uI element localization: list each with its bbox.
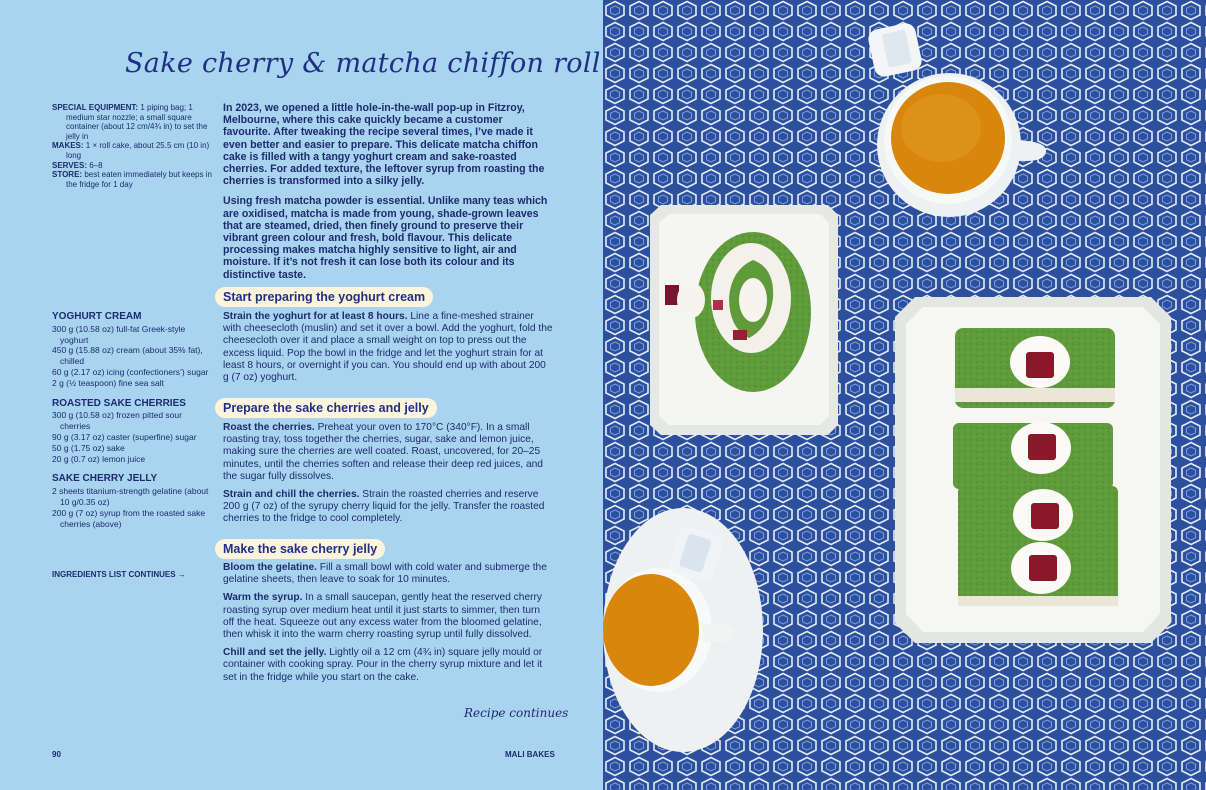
intro-paragraph: In 2023, we opened a little hole-in-the-wall pop-up in Fitzroy, Melbourne, where this cake quickly became a customer favourite. After tweaking the recipe several times, I’ve made it even better and easier to prepare. This delicate matcha chiffon cake is filled with a tangy yoghurt cream and sake-roasted cherries. For added texture, the leftover syrup from roasting the cherries is transformed into a silky jelly. xyxy=(223,102,545,188)
method-step: Warm the syrup. In a small saucepan, gently heat the reserved cherry roasting syrup over medium heat until it just starts to simmer, then turn off the heat. Squeeze out any excess water from the bloomed gelatine, then whisk it into the warm cherry roasting syrup until fully dissolved. xyxy=(223,592,542,641)
recipe-title: Sake cherry & matcha chiffon roll xyxy=(125,48,601,79)
ingredient-group xyxy=(52,474,212,529)
ingredient-item: 450 g (15.88 oz) cream (about 35% fat), chilled xyxy=(52,345,203,367)
intro-paragraph: Using fresh matcha powder is essential. Unlike many teas which are oxidised, matcha is made from young, shade-grown leaves that are steamed, dried, then finely ground to preserve their vibrant green colour and fresh, bold flavour. This delicate processing makes matcha highly sensitive to light, air and moisture. If it’s not fresh it can lose both its colour and its distinctive taste. xyxy=(223,195,548,281)
tea-cup-saucer-icon xyxy=(603,508,763,752)
recipe-meta xyxy=(52,103,212,189)
section-heading: Make the sake cherry jelly xyxy=(215,539,385,559)
method-step: Chill and set the jelly. Lightly oil a 12 cm (4¾ in) square jelly mould or container with cooking spray. Pour in the cherry syrup mixture and let it set in the fridge while you start on the cake. xyxy=(223,647,543,683)
ingredient-item: 90 g (3.17 oz) caster (superfine) sugar xyxy=(52,431,197,442)
ingredient-item: 200 g (7 oz) syrup from the roasted sake cherries (above) xyxy=(52,507,206,529)
meta-serves: SERVES: 6–8 xyxy=(52,160,103,170)
recipe-continues: Recipe continues xyxy=(464,706,569,720)
food-photo-image xyxy=(603,0,1206,790)
method-section xyxy=(223,311,553,390)
ingredient-heading: YOGHURT CREAM xyxy=(52,311,142,322)
ingredient-item: 300 g (10.58 oz) full-fat Greek-style yoghurt xyxy=(52,323,186,345)
ingredients-continues-link[interactable]: INGREDIENTS LIST CONTINUES → xyxy=(52,570,186,579)
method-step: Roast the cherries. Preheat your oven to 170°C (340°F). In a small roasting tray, toss together the cherries, sugar, sake and lemon juice, making sure the cherries are well coated. Roast, uncovered, for 20–25 minutes, until the cherries soften and release their deep red juices, and the sugar fully dissolves. xyxy=(223,422,543,482)
roll-cake-plate-icon xyxy=(895,297,1171,643)
method-section xyxy=(223,562,553,690)
intro-text xyxy=(223,102,553,289)
ingredient-item: 60 g (2.17 oz) icing (confectioners’) sugar xyxy=(52,366,209,377)
meta-makes: MAKES: 1 × roll cake, about 25.5 cm (10 in) long xyxy=(52,141,210,160)
roll-slice-plate-icon xyxy=(650,205,838,435)
ingredient-item: 20 g (0.7 oz) lemon juice xyxy=(52,453,146,464)
meta-store: STORE: best eaten immediately but keeps in the fridge for 1 day xyxy=(52,170,212,189)
ingredient-heading: ROASTED SAKE CHERRIES xyxy=(52,397,186,409)
tea-bag-tag-icon xyxy=(867,22,924,79)
ingredient-group xyxy=(52,312,212,389)
page-number: 90 xyxy=(52,750,61,759)
meta-equipment: SPECIAL EQUIPMENT: 1 piping bag; 1 medium star nozzle; a small square container (about 12 cm/4¾ in) to set the jelly in xyxy=(52,103,208,141)
ingredient-item: 300 g (10.58 oz) frozen pitted sour cherries xyxy=(52,410,182,432)
ingredient-group xyxy=(52,399,212,465)
method-section xyxy=(223,422,553,532)
book-title: MALI BAKES xyxy=(505,750,555,759)
section-heading: Prepare the sake cherries and jelly xyxy=(215,398,437,418)
method-step: Strain the yoghurt for at least 8 hours. Line a fine-meshed strainer with cheesecloth (muslin) and set it over a bowl. Add the yoghurt, fold the cheesecloth over it and place a small weight on top to press out the excess liquid. Pop the bowl in the fridge and let the yoghurt strain for at least 8 hours, or overnight if you can. You should end up with about 200 g (7 oz) yoghurt. xyxy=(223,311,553,384)
ingredient-item: 2 sheets titanium-strength gelatine (about 10 g/0.35 oz) xyxy=(52,486,209,507)
section-heading: Start preparing the yoghurt cream xyxy=(215,287,433,307)
ingredient-item: 50 g (1.75 oz) sake xyxy=(52,442,125,453)
method-step: Bloom the gelatine. Fill a small bowl with cold water and submerge the gelatine sheets, then leave to soak for 10 minutes. xyxy=(223,562,547,586)
food-photo xyxy=(603,0,1206,790)
method-step: Strain and chill the cherries. Strain the roasted cherries and reserve 200 g (7 oz) of the syrupy cherry liquid for the jelly. Transfer the roasted cherries to the fridge to cool completely. xyxy=(223,489,545,525)
ingredients-list xyxy=(52,312,212,539)
ingredient-heading: SAKE CHERRY JELLY xyxy=(52,473,158,485)
ingredient-item: 2 g (½ teaspoon) fine sea salt xyxy=(52,377,164,388)
